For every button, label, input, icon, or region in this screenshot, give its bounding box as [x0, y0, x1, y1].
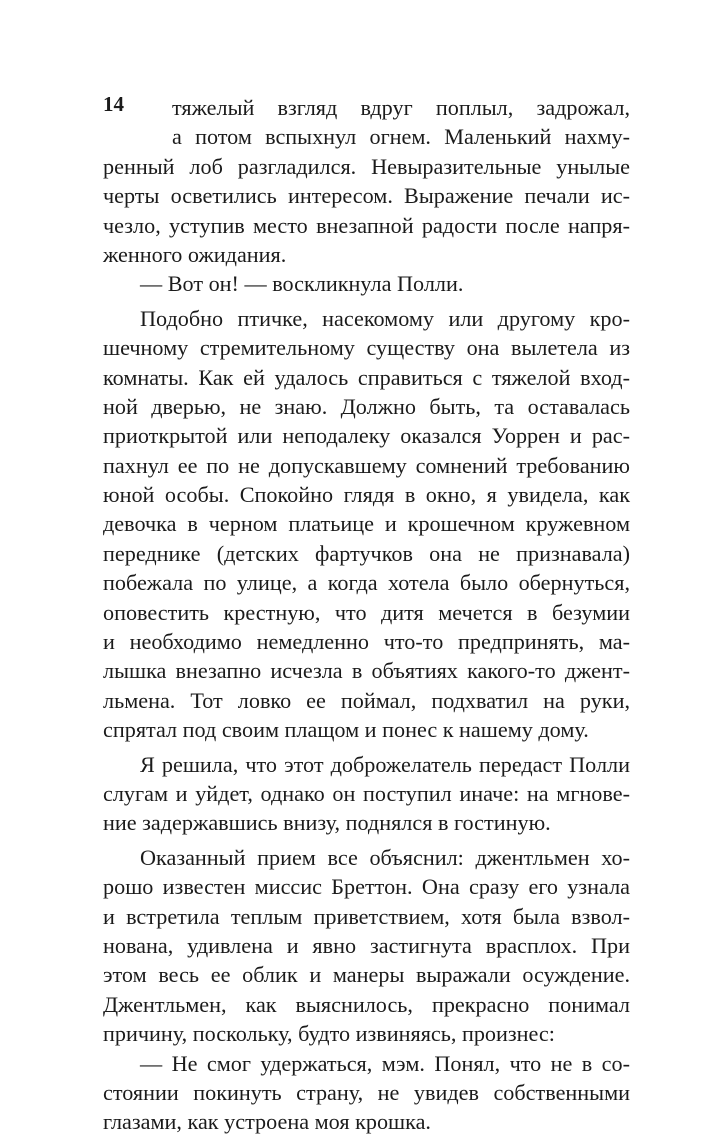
paragraph [103, 750, 630, 838]
paragraph [103, 269, 630, 298]
text-line: оповестить крестную, что дитя мечется в безумии [103, 599, 630, 625]
text-line: нована, удивлена и явно застигнута врасплох. При [103, 932, 630, 958]
paragraph [103, 304, 630, 745]
text-line: ние задержавшись внизу, поднялся в гостиную. [103, 810, 551, 836]
text-line: чезло, уступив место внезапной радости после напря- [103, 212, 630, 238]
text-line: пахнул ее по не допускавшему сомнений требованию [103, 452, 630, 478]
text-line: льмена. Тот ловко ее поймал, подхватил на руки, [103, 687, 630, 713]
text-line: шечному стремительному существу она вылетела из [103, 335, 630, 361]
text-line: а потом вспыхнул огнем. Маленький нахму- [172, 124, 630, 150]
text-line: Я решила, что этот доброжелатель передаст Полли [140, 751, 630, 777]
text-line: Джентльмен, как выяснилось, прекрасно понимал [103, 991, 630, 1017]
body-text [103, 93, 630, 1137]
page-number: 14 [103, 92, 124, 116]
text-line: глазами, как устроена моя крошка. [103, 1109, 431, 1135]
text-line: девочка в черном платьице и крошечном кружевном [103, 511, 630, 537]
text-line: комнаты. Как ей удалось справиться с тяжелой вход- [103, 364, 630, 390]
text-line: слугам и уйдет, однако он поступил иначе: на мгнове- [103, 780, 630, 806]
text-line: — Вот он! — воскликнула Полли. [140, 271, 464, 297]
text-line: женного ожидания. [103, 241, 287, 267]
text-line: побежала по улице, а когда хотела было обернуться, [103, 570, 630, 596]
text-line: и встретила теплым приветствием, хотя была взвол- [103, 903, 630, 929]
text-line: и необходимо немедленно что-то предпринять, ма- [103, 629, 630, 655]
paragraph [103, 1049, 630, 1137]
text-line: спрятал под своим плащом и понес к нашему дому. [103, 717, 589, 743]
text-line: ренный лоб разгладился. Невыразительные унылые [103, 153, 630, 179]
text-line: этом весь ее облик и манеры выражали осуждение. [103, 962, 630, 988]
text-line: рошо известен миссис Бреттон. Она сразу его узнала [103, 874, 630, 900]
text-line: стоянии покинуть страну, не увидев собственными [103, 1079, 630, 1105]
paragraph [103, 843, 630, 1049]
text-line: черты осветились интересом. Выражение печали ис- [103, 183, 630, 209]
text-line: ной дверью, не знаю. Должно быть, та оставалась [103, 393, 630, 419]
text-line: лышка внезапно исчезла в объятиях какого-то джент- [103, 658, 630, 684]
text-line: — Не смог удержаться, мэм. Понял, что не в со- [140, 1050, 630, 1076]
text-line: юной особы. Спокойно глядя в окно, я увидела, как [103, 482, 630, 508]
text-line: переднике (детских фартучков она не признавала) [103, 540, 630, 566]
text-line: приоткрытой или неподалеку оказался Уоррен и рас- [103, 423, 630, 449]
text-line: Подобно птичке, насекомому или другому кро- [140, 305, 630, 331]
text-line: тяжелый взгляд вдруг поплыл, задрожал, [172, 95, 630, 120]
text-line: причину, поскольку, будто извиняясь, произнес: [103, 1021, 555, 1047]
text-line: Оказанный прием все объяснил: джентльмен хо- [140, 844, 630, 870]
paragraph [103, 93, 630, 269]
